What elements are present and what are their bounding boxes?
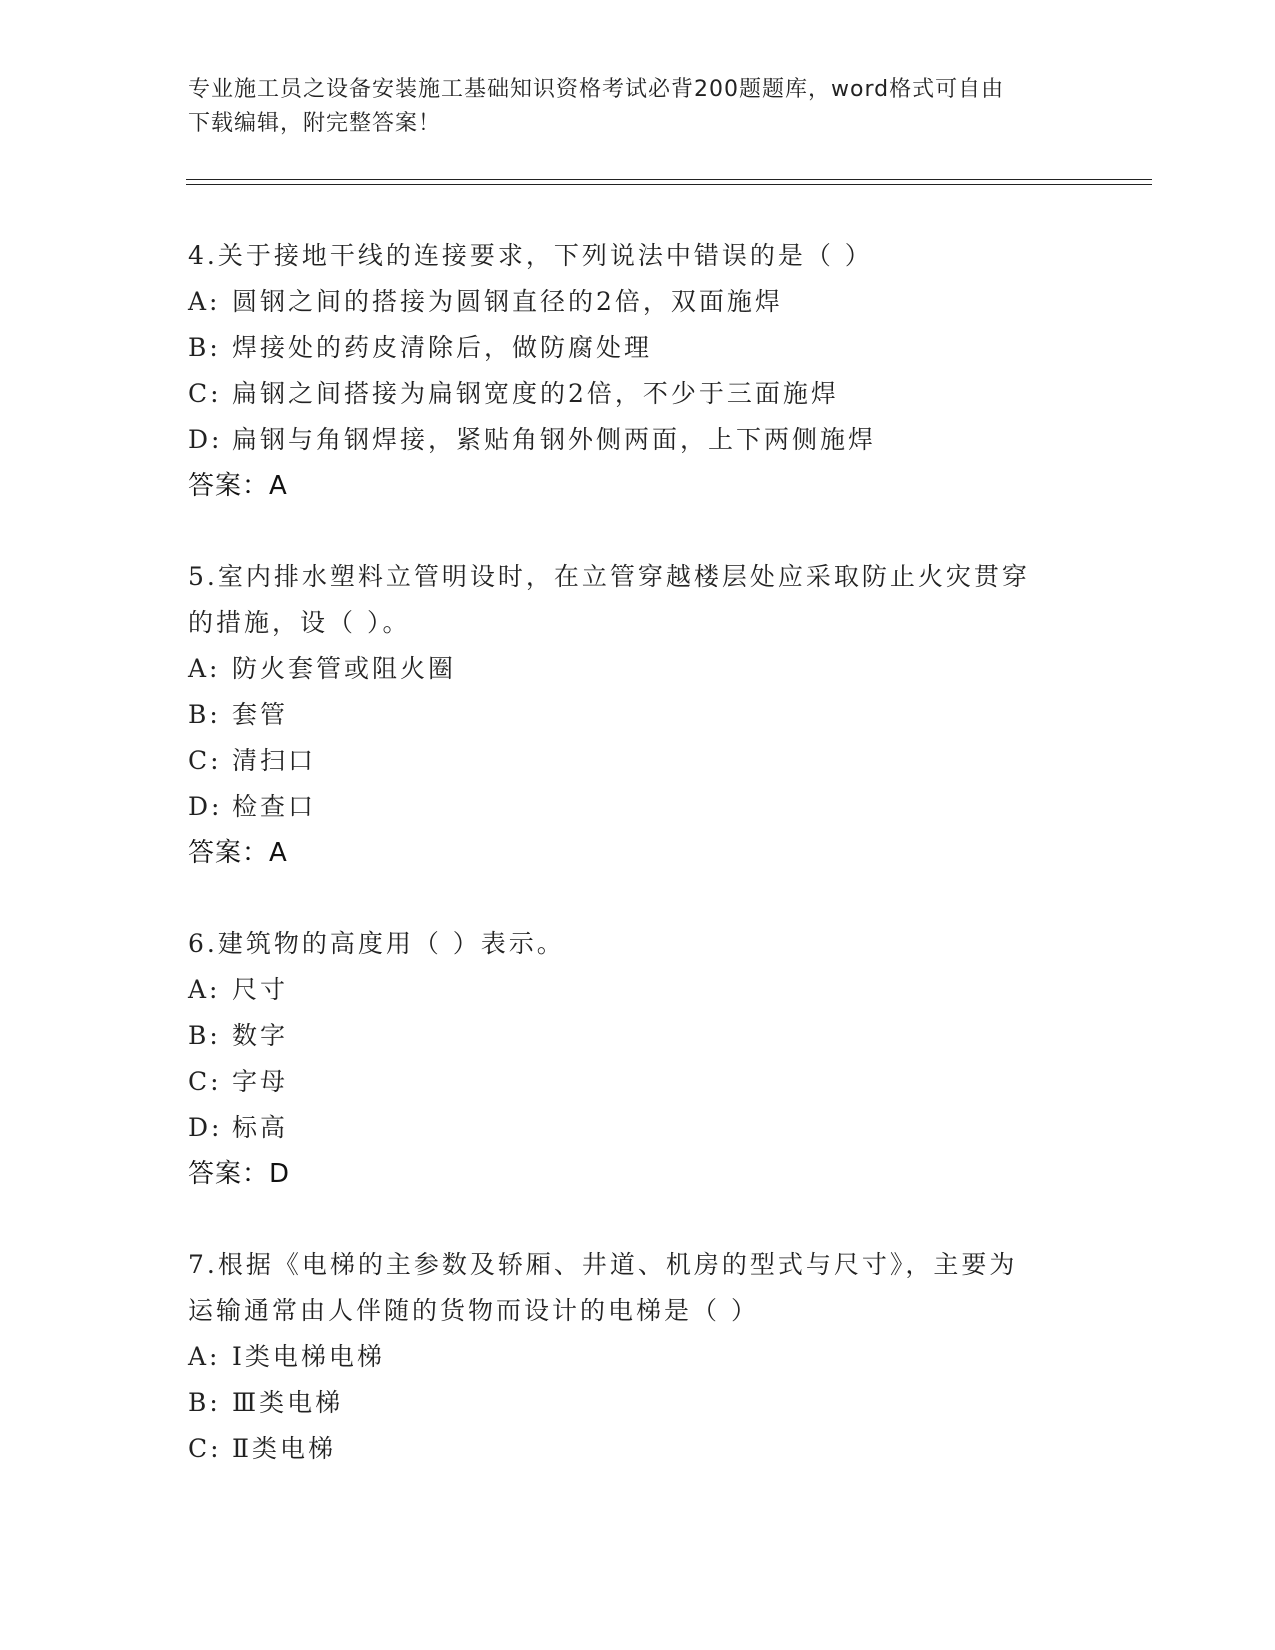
question-7 <box>188 1242 1088 1472</box>
header-line-1: 专业施工员之设备安装施工基础知识资格考试必背200题题库，word格式可自由 <box>188 77 1005 102</box>
header-divider-bottom <box>186 184 1152 185</box>
option-key: D: <box>188 1113 223 1142</box>
question-stem-line-2: 运输通常由人伴随的货物而设计的电梯是（ ） <box>188 1296 759 1325</box>
option-text: 防火套管或阻火圈 <box>232 654 457 683</box>
option-text: Ⅰ类电梯电梯 <box>232 1342 385 1371</box>
answer-line: 答案：A <box>188 838 288 868</box>
option-key: A: <box>188 1342 221 1371</box>
option-key: C: <box>188 1067 222 1096</box>
option-key: A: <box>188 654 221 683</box>
option-b <box>188 325 1088 371</box>
option-key: B: <box>188 700 221 729</box>
option-a <box>188 646 1088 692</box>
header-divider-top <box>186 179 1152 180</box>
answer-line: 答案：A <box>188 471 288 501</box>
option-text: 标高 <box>232 1113 289 1142</box>
document-header <box>188 73 1068 141</box>
option-b <box>188 1380 1088 1426</box>
question-stem-line-2: 的措施，设（ ）。 <box>188 608 411 637</box>
question-stem-line-1: 5.室内排水塑料立管明设时，在立管穿越楼层处应采取防止火灾贯穿 <box>188 562 1030 591</box>
option-text: 数字 <box>232 1021 289 1050</box>
question-5 <box>188 554 1088 876</box>
option-key: B: <box>188 1388 221 1417</box>
option-c <box>188 1426 1088 1472</box>
option-key: A: <box>188 975 221 1004</box>
option-b <box>188 692 1088 738</box>
option-text: 扁钢之间搭接为扁钢宽度的2倍，不少于三面施焊 <box>232 379 839 408</box>
question-list <box>188 233 1088 1517</box>
option-a <box>188 967 1088 1013</box>
option-c <box>188 738 1088 784</box>
question-stem: 6.建筑物的高度用（ ）表示。 <box>188 929 565 958</box>
option-d <box>188 784 1088 830</box>
option-text: 扁钢与角钢焊接，紧贴角钢外侧两面，上下两侧施焊 <box>232 425 877 454</box>
option-c <box>188 1059 1088 1105</box>
option-key: D: <box>188 425 223 454</box>
question-stem: 4.关于接地干线的连接要求，下列说法中错误的是（ ） <box>188 241 873 270</box>
option-text: 套管 <box>232 700 289 729</box>
option-text: Ⅱ类电梯 <box>232 1434 336 1463</box>
option-text: 焊接处的药皮清除后，做防腐处理 <box>232 333 653 362</box>
option-text: 尺寸 <box>232 975 289 1004</box>
option-text: 清扫口 <box>232 746 317 775</box>
option-d <box>188 417 1088 463</box>
option-key: C: <box>188 379 222 408</box>
header-line-2: 下载编辑，附完整答案！ <box>188 111 442 136</box>
option-a <box>188 1334 1088 1380</box>
option-text: 字母 <box>232 1067 289 1096</box>
option-b <box>188 1013 1088 1059</box>
option-d <box>188 1105 1088 1151</box>
option-text: 圆钢之间的搭接为圆钢直径的2倍，双面施焊 <box>232 287 783 316</box>
option-key: A: <box>188 287 221 316</box>
option-key: C: <box>188 1434 222 1463</box>
option-key: C: <box>188 746 222 775</box>
question-4 <box>188 233 1088 509</box>
option-a <box>188 279 1088 325</box>
option-key: D: <box>188 792 223 821</box>
question-6 <box>188 921 1088 1197</box>
option-text: 检查口 <box>232 792 317 821</box>
option-text: Ⅲ类电梯 <box>232 1388 344 1417</box>
option-c <box>188 371 1088 417</box>
option-key: B: <box>188 1021 221 1050</box>
answer-line: 答案：D <box>188 1159 291 1189</box>
question-stem-line-1: 7.根据《电梯的主参数及轿厢、井道、机房的型式与尺寸》，主要为 <box>188 1250 1018 1279</box>
option-key: B: <box>188 333 221 362</box>
